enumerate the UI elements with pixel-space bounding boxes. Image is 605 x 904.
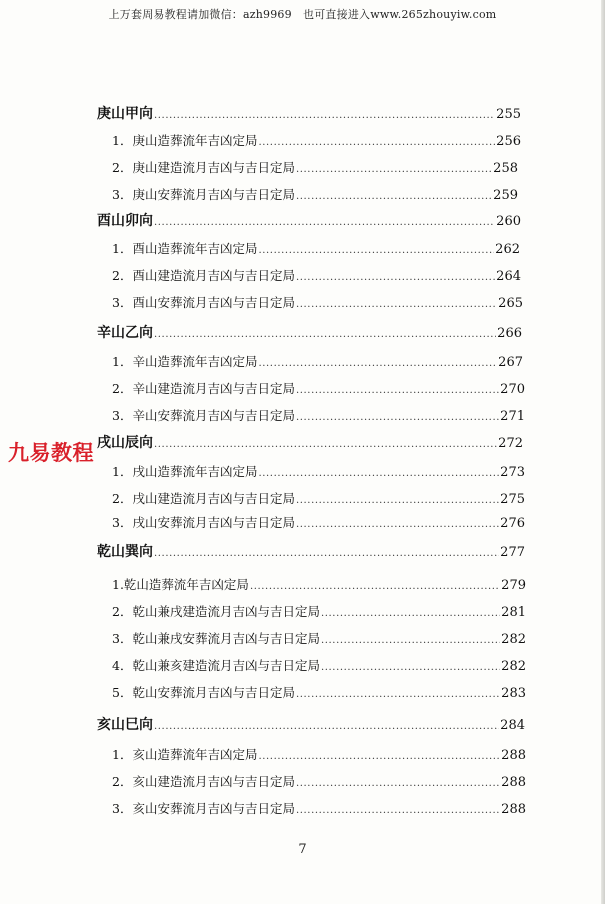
toc-title: 庚山甲向: [97, 106, 153, 122]
toc-leader-dots: [296, 515, 499, 535]
toc-section[interactable]: [97, 211, 521, 231]
toc-page-number: 284: [500, 718, 525, 733]
toc-leader-dots: [321, 604, 500, 624]
toc-title: 1．戌山造葬流年吉凶定局: [112, 464, 258, 479]
toc-subentry[interactable]: [112, 406, 525, 426]
toc-title: 戌山辰向: [97, 435, 153, 451]
toc-title: 3．酉山安葬流月吉凶与吉日定局: [112, 295, 295, 310]
toc-title: 1.乾山造葬流年吉凶定局: [112, 577, 249, 592]
toc-title: 乾山巽向: [97, 544, 153, 560]
toc-subentry[interactable]: [112, 266, 521, 286]
toc-page-number: 270: [500, 382, 525, 397]
header-banner: 上万套周易教程请加微信：azh9969 也可直接进入www.265zhouyiw.com: [108, 8, 497, 21]
toc-leader-dots: [296, 685, 500, 705]
toc-page-number: 283: [501, 686, 526, 701]
toc-subentry[interactable]: [112, 158, 518, 178]
toc-title: 2．戌山建造流月吉凶与吉日定局: [112, 491, 295, 506]
toc-title: 辛山乙向: [97, 325, 153, 341]
toc-page-number: 288: [501, 748, 526, 763]
toc-leader-dots: [321, 658, 500, 678]
toc-leader-dots: [154, 325, 496, 345]
toc-leader-dots: [258, 747, 500, 767]
toc-page-number: 279: [501, 578, 526, 593]
toc-page-number: 262: [495, 242, 520, 257]
toc-leader-dots: [296, 268, 495, 288]
toc-leader-dots: [154, 544, 499, 564]
toc-title: 2．亥山建造流月吉凶与吉日定局: [112, 774, 295, 789]
toc-page-number: 275: [500, 492, 525, 507]
toc-page-number: 282: [501, 659, 526, 674]
toc-subentry[interactable]: [112, 462, 525, 482]
toc-page-number: 265: [498, 296, 523, 311]
toc-section[interactable]: [97, 323, 522, 343]
toc-leader-dots: [154, 213, 495, 233]
toc-title: 亥山巳向: [97, 717, 153, 733]
toc-title: 2．酉山建造流月吉凶与吉日定局: [112, 268, 295, 283]
toc-title: 2．辛山建造流月吉凶与吉日定局: [112, 381, 295, 396]
toc-leader-dots: [296, 381, 499, 401]
toc-leader-dots: [321, 631, 500, 651]
toc-page-number: 255: [496, 107, 521, 122]
toc-page-number: 260: [496, 214, 521, 229]
toc-leader-dots: [258, 241, 494, 261]
toc-leader-dots: [296, 187, 492, 207]
toc-leader-dots: [154, 435, 497, 455]
toc-page-number: 271: [500, 409, 525, 424]
toc-title: 酉山卯向: [97, 213, 153, 229]
toc-leader-dots: [296, 491, 499, 511]
toc-leader-dots: [296, 295, 497, 315]
toc-leader-dots: [296, 801, 500, 821]
toc-title: 3．乾山兼戌安葬流月吉凶与吉日定局: [112, 631, 320, 646]
toc-subentry[interactable]: [112, 745, 526, 765]
toc-page-number: 273: [500, 465, 525, 480]
toc-page-number: 258: [493, 161, 518, 176]
watermark-text: 九易教程: [8, 441, 94, 465]
toc-subentry[interactable]: [112, 602, 526, 622]
toc-title: 1．辛山造葬流年吉凶定局: [112, 354, 258, 369]
toc-subentry[interactable]: [112, 629, 526, 649]
toc-page-number: 267: [498, 355, 523, 370]
toc-title: 1．酉山造葬流年吉凶定局: [112, 241, 258, 256]
toc-title: 1．庚山造葬流年吉凶定局: [112, 133, 258, 148]
toc-subentry[interactable]: [112, 489, 525, 509]
toc-subentry[interactable]: [112, 239, 520, 259]
toc-page-number: 256: [496, 134, 521, 149]
toc-title: 3．亥山安葬流月吉凶与吉日定局: [112, 801, 295, 816]
toc-page-number: 259: [493, 188, 518, 203]
toc-page-number: 272: [498, 436, 523, 451]
toc-subentry[interactable]: [112, 683, 526, 703]
toc-subentry[interactable]: [112, 131, 521, 151]
toc-page-number: 276: [500, 516, 525, 531]
toc-subentry[interactable]: [112, 656, 526, 676]
toc-leader-dots: [296, 774, 500, 794]
toc-subentry[interactable]: [112, 799, 526, 819]
toc-leader-dots: [154, 717, 499, 737]
toc-page-number: 277: [500, 545, 525, 560]
toc-page-number: 266: [497, 326, 522, 341]
toc-leader-dots: [296, 408, 499, 428]
toc-leader-dots: [154, 106, 495, 126]
toc-page-number: 282: [501, 632, 526, 647]
toc-subentry[interactable]: [112, 352, 523, 372]
toc-subentry[interactable]: [112, 772, 526, 792]
toc-page-number: 281: [501, 605, 526, 620]
toc-subentry[interactable]: [112, 379, 525, 399]
toc-subentry[interactable]: [112, 575, 526, 595]
toc-title: 3．庚山安葬流月吉凶与吉日定局: [112, 187, 295, 202]
toc-leader-dots: [258, 464, 499, 484]
toc-title: 3．戌山安葬流月吉凶与吉日定局: [112, 515, 295, 530]
toc-leader-dots: [258, 133, 495, 153]
toc-subentry[interactable]: [112, 293, 523, 313]
toc-leader-dots: [258, 354, 497, 374]
toc-title: 4．乾山兼亥建造流月吉凶与吉日定局: [112, 658, 320, 673]
toc-subentry[interactable]: [112, 185, 518, 205]
toc-page-number: 288: [501, 775, 526, 790]
toc-title: 3．辛山安葬流月吉凶与吉日定局: [112, 408, 295, 423]
toc-section[interactable]: [97, 542, 525, 562]
toc-leader-dots: [250, 577, 500, 597]
toc-title: 5．乾山安葬流月吉凶与吉日定局: [112, 685, 295, 700]
toc-title: 2．庚山建造流月吉凶与吉日定局: [112, 160, 295, 175]
toc-page-number: 264: [496, 269, 521, 284]
toc-title: 2．乾山兼戌建造流月吉凶与吉日定局: [112, 604, 320, 619]
toc-section[interactable]: [97, 715, 525, 735]
toc-page-number: 288: [501, 802, 526, 817]
toc-subentry[interactable]: [112, 513, 525, 533]
page-number: 7: [298, 842, 307, 857]
toc-section[interactable]: [97, 104, 521, 124]
toc-leader-dots: [296, 160, 492, 180]
toc-title: 1．亥山造葬流年吉凶定局: [112, 747, 258, 762]
toc-section[interactable]: [97, 433, 523, 453]
